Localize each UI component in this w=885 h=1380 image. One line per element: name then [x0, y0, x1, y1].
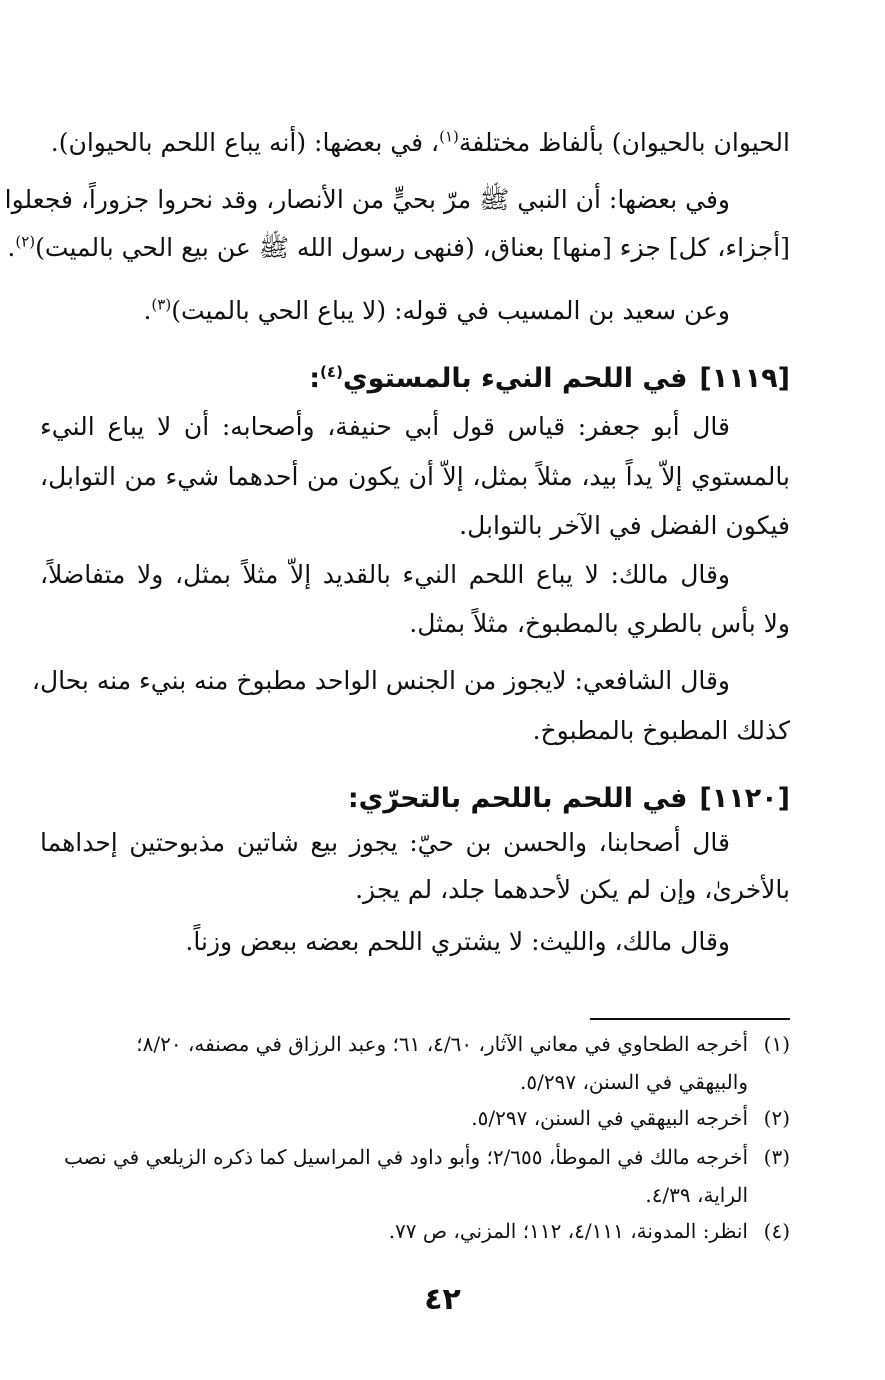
section-number: [١١٢٠] — [699, 783, 790, 814]
book-page — [4, 0, 790, 1380]
footnote-ref: (١) — [439, 127, 459, 146]
footnote-separator — [590, 1018, 790, 1020]
section-number: [١١١٩] — [699, 363, 790, 394]
page-number: ٤٢ — [424, 1282, 461, 1317]
paragraph-line: فيكون الفضل في الآخر بالتوابل. — [459, 511, 790, 540]
paragraph-line: [أجزاء، كل] جزء [منها] بعناق، (فنهى رسول الله ﷺ عن بيع الحي بالميت)$^{(٢)}$. — [7, 232, 790, 262]
footnote-number: (٢) — [763, 1106, 790, 1130]
paragraph-line: قال أصحابنا، والحسن بن حيّ: يجوز بيع شاتين مذبوحتين إحداهما — [40, 828, 730, 857]
section-heading: [١١١٩]في اللحم النيء بالمستوي$^{(٤)}$: — [309, 363, 790, 394]
footnote-continuation: الراية، ٤/٣٩. — [645, 1183, 748, 1207]
footnote-number: (٣) — [763, 1145, 790, 1169]
paragraph-line: وقال مالك، والليث: لا يشتري اللحم بعضه ببعض وزناً. — [185, 927, 730, 956]
paragraph-line: الحيوان بالحيوان) بألفاظ مختلفة$^{(١)}$، في بعضها: (أنه يباع اللحم بالحيوان). — [50, 127, 790, 157]
section-title: في اللحم النيء بالمستوي — [342, 363, 688, 394]
footnote: (٤)انظر: المدونة، ٤/١١١، ١١٢؛ المزني، ص ٧٧. — [388, 1219, 790, 1243]
paragraph-line: وقال الشافعي: لايجوز من الجنس الواحد مطبوخ منه بنيء منه بحال، — [31, 666, 730, 695]
footnote-number: (٤) — [763, 1219, 790, 1243]
footnote-number: (١) — [763, 1032, 790, 1056]
paragraph-line: وقال مالك: لا يباع اللحم النيء بالقديد إلاّ مثلاً بمثل، ولا متفاضلاً، — [40, 560, 730, 589]
paragraph-line: وفي بعضها: أن النبي ﷺ مرّ بحيٍّ من الأنصار، وقد نحروا جزوراً، فجعلوا — [4, 185, 730, 214]
footnote: (٣)أخرجه مالك في الموطأ، ٢/٦٥٥؛ وأبو داود في المراسيل كما ذكره الزيلعي في نصب — [64, 1145, 790, 1169]
paragraph-line: وعن سعيد بن المسيب في قوله: (لا يباع الحي بالميت)$^{(٣)}$. — [143, 295, 730, 325]
section-heading — [40, 780, 790, 818]
paragraph-line: بالمستوي إلاّ يداً بيد، مثلاً بمثل، إلاّ أن يكون من أحدهما شيء من التوابل، — [40, 462, 790, 491]
footnote: (١)أخرجه الطحاوي في معاني الآثار، ٤/٦٠، ٦١؛ وعبد الرزاق في مصنفه، ٨/٢٠؛ — [136, 1032, 790, 1056]
section-title: في اللحم باللحم بالتحرّي: — [347, 783, 688, 814]
paragraph-line: بالأخرىٰ، وإن لم يكن لأحدهما جلد، لم يجز. — [355, 875, 790, 904]
footnote-continuation: والبيهقي في السنن، ٥/٢٩٧. — [520, 1070, 748, 1094]
footnote-ref: (٢) — [15, 232, 36, 251]
paragraph-line: قال أبو جعفر: قياس قول أبي حنيفة، وأصحابه: أن لا يباع النيء — [40, 412, 730, 441]
paragraph-line: كذلك المطبوخ بالمطبوخ. — [532, 716, 790, 745]
paragraph-line: ولا بأس بالطري بالمطبوخ، مثلاً بمثل. — [409, 609, 790, 638]
footnote-ref: (٤) — [320, 363, 343, 381]
footnote-ref: (٣) — [151, 295, 172, 314]
footnote: (٢)أخرجه البيهقي في السنن، ٥/٢٩٧. — [471, 1106, 790, 1130]
